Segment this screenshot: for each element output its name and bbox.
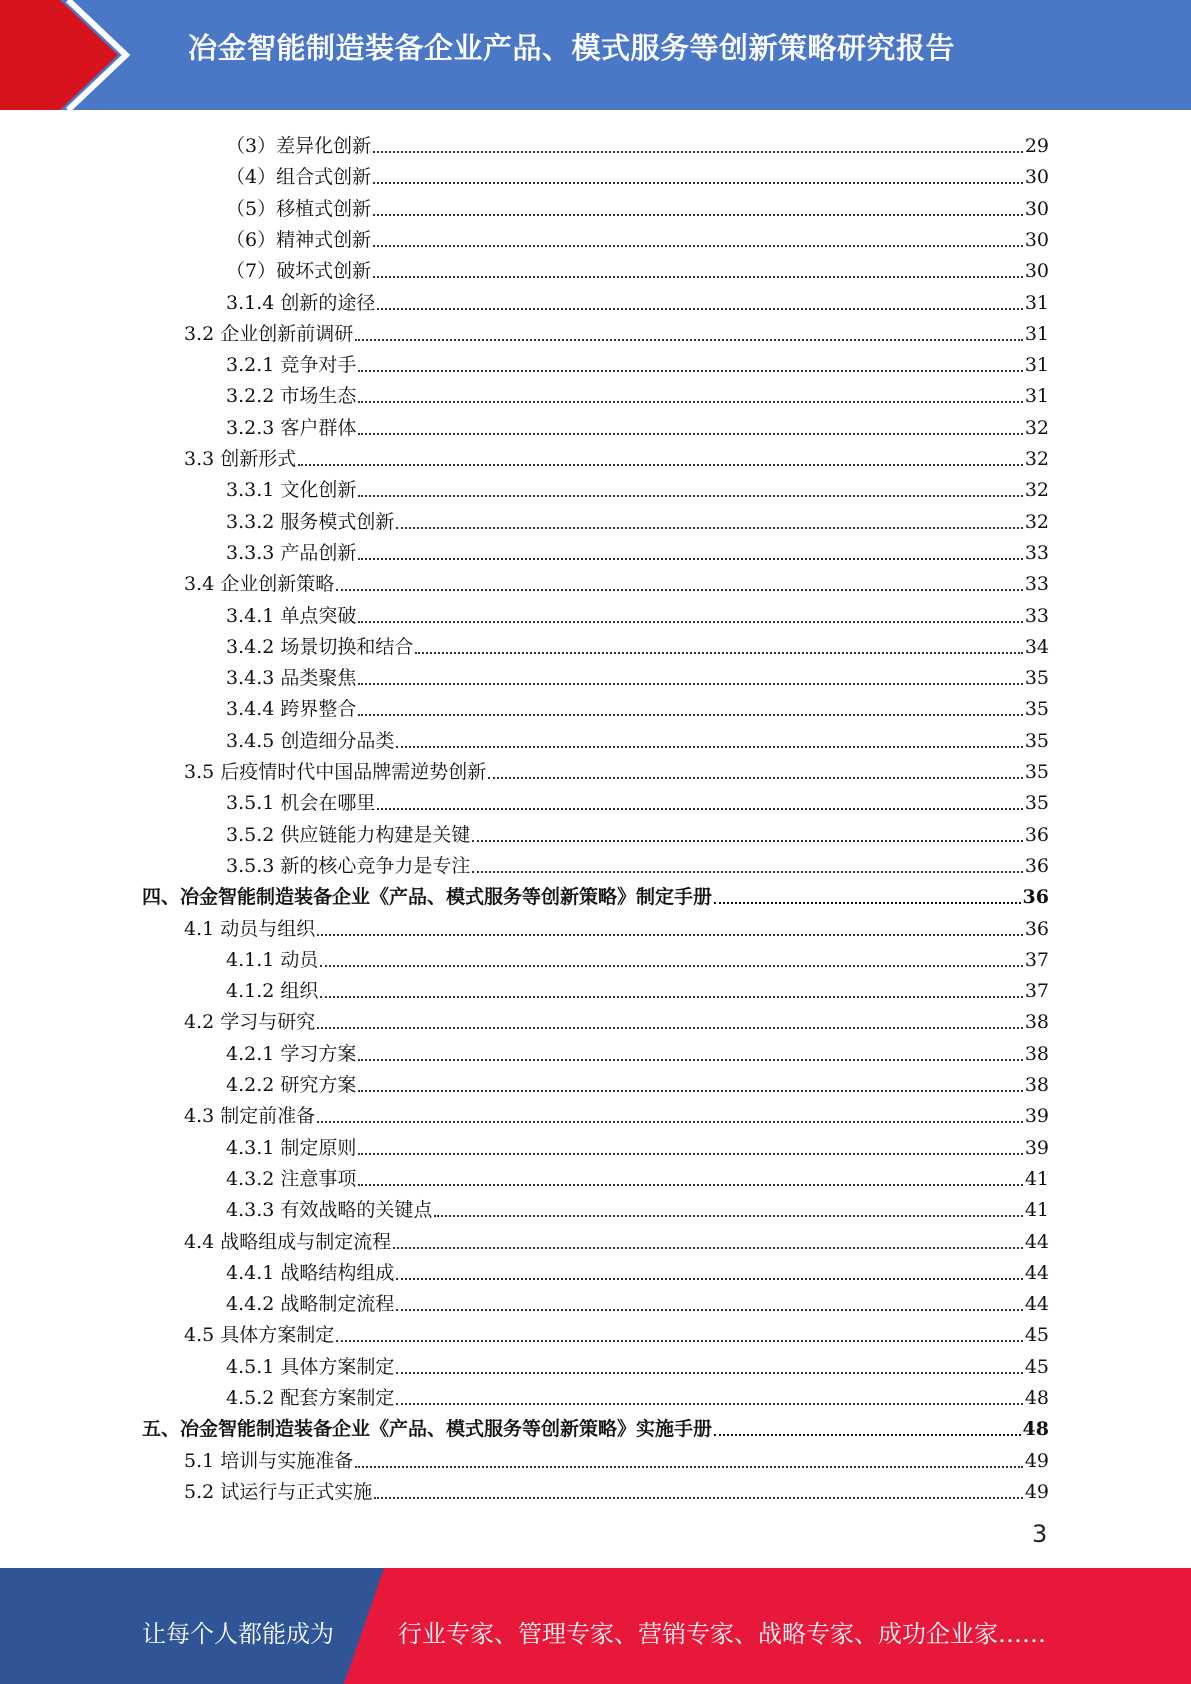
- toc-entry[interactable]: [226, 377, 1049, 408]
- toc-entry-page: 38: [1024, 1011, 1049, 1033]
- toc-entry-title: 4.4.2 战略制定流程: [226, 1293, 395, 1315]
- toc-entry-title: （4）组合式创新: [226, 166, 372, 188]
- toc-entry[interactable]: [226, 409, 1049, 440]
- toc-entry-title: 4.5.2 配套方案制定: [226, 1387, 395, 1409]
- toc-entry[interactable]: [226, 847, 1049, 878]
- toc-entry-title: 3.4.4 跨界整合: [226, 698, 357, 720]
- toc-entry-title: 3.5.3 新的核心竞争力是专注: [226, 855, 471, 877]
- toc-entry-title: 五、冶金智能制造装备企业《产品、模式服务等创新策略》实施手册: [142, 1418, 713, 1440]
- toc-entry-page: 30: [1024, 166, 1049, 188]
- toc-entry[interactable]: [226, 784, 1049, 815]
- toc-entry-title: 3.2.1 竞争对手: [226, 354, 357, 376]
- toc-dot-leader: [358, 620, 1022, 623]
- toc-dot-leader: [373, 181, 1023, 184]
- toc-dot-leader: [358, 1058, 1022, 1061]
- toc-entry-title: 4.2.1 学习方案: [226, 1043, 357, 1065]
- toc-entry[interactable]: [226, 471, 1049, 502]
- toc-entry-title: 4.1.2 组织: [226, 980, 319, 1002]
- footer-slogan-left: 让每个人都能成为: [142, 1620, 334, 1648]
- toc-dot-leader: [434, 1214, 1022, 1217]
- toc-entry-title: 4.5 具体方案制定: [184, 1324, 335, 1346]
- toc-entry-page: 48: [1022, 1418, 1049, 1440]
- toc-entry[interactable]: [184, 440, 1049, 471]
- toc-entry[interactable]: [226, 972, 1049, 1003]
- toc-dot-leader: [358, 400, 1022, 403]
- toc-dot-leader: [358, 494, 1022, 497]
- toc-dot-leader: [317, 933, 1023, 936]
- toc-dot-leader: [317, 1026, 1023, 1029]
- toc-entry-page: 30: [1024, 229, 1049, 251]
- toc-entry-page: 44: [1024, 1293, 1049, 1315]
- toc-entry[interactable]: [226, 597, 1049, 628]
- toc-entry[interactable]: [226, 941, 1049, 972]
- toc-entry[interactable]: [226, 628, 1049, 659]
- toc-entry[interactable]: [184, 753, 1049, 784]
- toc-entry-title: 3.4.2 场景切换和结合: [226, 636, 414, 658]
- toc-entry-page: 35: [1024, 761, 1049, 783]
- toc-entry[interactable]: [226, 1160, 1049, 1191]
- toc-entry[interactable]: [184, 565, 1049, 596]
- toc-entry-title: 3.1.4 创新的途径: [226, 292, 376, 314]
- toc-entry-title: 3.5.2 供应链能力构建是关键: [226, 824, 471, 846]
- toc-entry-page: 45: [1024, 1356, 1049, 1378]
- report-title: 冶金智能制造装备企业产品、模式服务等创新策略研究报告: [188, 31, 956, 65]
- toc-entry-page: 33: [1024, 605, 1049, 627]
- toc-dot-leader: [358, 1089, 1022, 1092]
- toc-dot-leader: [377, 307, 1022, 310]
- toc-dot-leader: [358, 682, 1022, 685]
- toc-entry[interactable]: [226, 1254, 1049, 1285]
- toc-entry-page: 35: [1024, 667, 1049, 689]
- toc-entry-page: 37: [1024, 980, 1049, 1002]
- toc-entry-page: 48: [1024, 1387, 1049, 1409]
- toc-entry-page: 45: [1024, 1324, 1049, 1346]
- toc-entry-page: 35: [1024, 730, 1049, 752]
- toc-entry[interactable]: [226, 503, 1049, 534]
- toc-dot-leader: [358, 1152, 1022, 1155]
- toc-entry-page: 35: [1024, 698, 1049, 720]
- toc-entry-page: 38: [1024, 1043, 1049, 1065]
- toc-dot-leader: [320, 964, 1022, 967]
- toc-entry[interactable]: [226, 659, 1049, 690]
- toc-entry[interactable]: [184, 1223, 1049, 1254]
- toc-entry-page: 39: [1024, 1105, 1049, 1127]
- toc-entry-title: （5）移植式创新: [226, 198, 372, 220]
- toc-entry[interactable]: [226, 1285, 1049, 1316]
- toc-dot-leader: [396, 526, 1022, 529]
- footer-slogan-right: 行业专家、管理专家、营销专家、战略专家、成功企业家……: [398, 1620, 1046, 1648]
- toc-entry-title: 4.5.1 具体方案制定: [226, 1356, 395, 1378]
- toc-entry-page: 30: [1024, 198, 1049, 220]
- toc-entry-title: 3.4.5 创造细分品类: [226, 730, 395, 752]
- toc-entry-page: 32: [1024, 448, 1049, 470]
- toc-entry-title: 3.5 后疫情时代中国品牌需逆势创新: [184, 761, 487, 783]
- toc-entry-title: 四、冶金智能制造装备企业《产品、模式服务等创新策略》制定手册: [142, 886, 713, 908]
- toc-dot-leader: [415, 651, 1022, 654]
- toc-entry-title: 3.3 创新形式: [184, 448, 297, 470]
- toc-dot-leader: [336, 1339, 1023, 1342]
- toc-entry-page: 29: [1024, 135, 1049, 157]
- toc-entry-title: 5.1 培训与实施准备: [184, 1450, 354, 1472]
- toc-entry[interactable]: [226, 252, 1049, 283]
- toc-entry-page: 34: [1024, 636, 1049, 658]
- toc-entry[interactable]: [226, 1348, 1049, 1379]
- toc-dot-leader: [358, 1183, 1022, 1186]
- toc-entry[interactable]: [226, 1379, 1049, 1410]
- toc-entry-title: 4.1 动员与组织: [184, 918, 316, 940]
- toc-entry[interactable]: [142, 1410, 1049, 1441]
- toc-entry-page: 36: [1024, 824, 1049, 846]
- toc-entry-title: 4.3 制定前准备: [184, 1105, 316, 1127]
- toc-entry-title: 4.3.1 制定原则: [226, 1137, 357, 1159]
- toc-dot-leader: [472, 839, 1022, 842]
- toc-entry-title: 5.2 试运行与正式实施: [184, 1481, 373, 1503]
- toc-entry-page: 32: [1024, 417, 1049, 439]
- toc-entry[interactable]: [226, 190, 1049, 221]
- toc-entry-title: 4.3.3 有效战略的关键点: [226, 1199, 433, 1221]
- toc-entry-title: 3.3.3 产品创新: [226, 542, 357, 564]
- toc-entry[interactable]: [226, 1066, 1049, 1097]
- toc-dot-leader: [317, 1120, 1023, 1123]
- toc-entry[interactable]: [142, 878, 1049, 909]
- toc-dot-leader: [358, 557, 1022, 560]
- toc-entry-page: 49: [1024, 1450, 1049, 1472]
- toc-entry[interactable]: [226, 1191, 1049, 1222]
- toc-entry[interactable]: [226, 690, 1049, 721]
- toc-entry-title: 3.2 企业创新前调研: [184, 323, 354, 345]
- toc-entry-title: 3.3.2 服务模式创新: [226, 511, 395, 533]
- toc-entry-page: 37: [1024, 949, 1049, 971]
- toc-entry-title: 3.3.1 文化创新: [226, 479, 357, 501]
- toc-entry-title: （3）差异化创新: [226, 135, 372, 157]
- toc-entry[interactable]: [184, 1003, 1049, 1034]
- toc-entry-title: （6）精神式创新: [226, 229, 372, 251]
- toc-entry-page: 33: [1024, 542, 1049, 564]
- toc-entry-title: 3.2.2 市场生态: [226, 385, 357, 407]
- toc-entry-title: 3.4.1 单点突破: [226, 605, 357, 627]
- toc-dot-leader: [374, 1496, 1023, 1499]
- toc-dot-leader: [358, 432, 1022, 435]
- toc-dot-leader: [396, 1308, 1022, 1311]
- toc-entry-page: 36: [1024, 855, 1049, 877]
- toc-entry[interactable]: [226, 127, 1049, 158]
- toc-dot-leader: [373, 275, 1023, 278]
- toc-entry-page: 49: [1024, 1481, 1049, 1503]
- toc-entry-page: 38: [1024, 1074, 1049, 1096]
- toc-dot-leader: [355, 1465, 1023, 1468]
- toc-entry[interactable]: [226, 158, 1049, 189]
- toc-dot-leader: [377, 807, 1022, 810]
- toc-dot-leader: [320, 995, 1022, 998]
- toc-dot-leader: [298, 463, 1023, 466]
- toc-dot-leader: [488, 776, 1023, 779]
- toc-entry-page: 31: [1024, 292, 1049, 314]
- toc-dot-leader: [396, 745, 1022, 748]
- toc-entry[interactable]: [226, 346, 1049, 377]
- toc-entry-page: 39: [1024, 1137, 1049, 1159]
- toc-dot-leader: [396, 1277, 1022, 1280]
- toc-entry-page: 31: [1024, 385, 1049, 407]
- toc-entry-title: 3.5.1 机会在哪里: [226, 792, 376, 814]
- toc-entry-page: 44: [1024, 1231, 1049, 1253]
- toc-entry-page: 32: [1024, 511, 1049, 533]
- toc-entry[interactable]: [184, 1473, 1049, 1504]
- toc-dot-leader: [336, 588, 1023, 591]
- toc-entry-title: 4.1.1 动员: [226, 949, 319, 971]
- toc-entry[interactable]: [184, 910, 1049, 941]
- toc-entry-title: 4.2.2 研究方案: [226, 1074, 357, 1096]
- toc-dot-leader: [373, 213, 1023, 216]
- page-number: 3: [1032, 1520, 1048, 1548]
- toc-entry-page: 33: [1024, 573, 1049, 595]
- toc-entry-title: 4.2 学习与研究: [184, 1011, 316, 1033]
- toc-entry-page: 35: [1024, 792, 1049, 814]
- toc-entry-title: 3.4 企业创新策略: [184, 573, 335, 595]
- toc-dot-leader: [396, 1402, 1022, 1405]
- toc-entry[interactable]: [184, 1316, 1049, 1347]
- toc-entry-page: 31: [1024, 323, 1049, 345]
- toc-entry-title: 3.2.3 客户群体: [226, 417, 357, 439]
- toc-entry[interactable]: [184, 315, 1049, 346]
- toc-dot-leader: [355, 338, 1023, 341]
- toc-entry[interactable]: [184, 1097, 1049, 1128]
- toc-entry-title: （7）破坏式创新: [226, 260, 372, 282]
- toc-entry-page: 30: [1024, 260, 1049, 282]
- toc-entry[interactable]: [184, 1442, 1049, 1473]
- toc-entry-title: 4.4.1 战略结构组成: [226, 1262, 395, 1284]
- toc-entry-page: 31: [1024, 354, 1049, 376]
- toc-entry-page: 32: [1024, 479, 1049, 501]
- toc-entry[interactable]: [226, 1035, 1049, 1066]
- toc-dot-leader: [714, 901, 1021, 904]
- toc-entry[interactable]: [226, 1129, 1049, 1160]
- toc-entry-page: 44: [1024, 1262, 1049, 1284]
- toc-dot-leader: [396, 1371, 1022, 1374]
- toc-entry-page: 41: [1024, 1199, 1049, 1221]
- toc-entry-page: 41: [1024, 1168, 1049, 1190]
- toc-entry[interactable]: [226, 722, 1049, 753]
- toc-dot-leader: [358, 369, 1022, 372]
- toc-dot-leader: [358, 713, 1022, 716]
- toc-dot-leader: [714, 1433, 1021, 1436]
- toc-entry[interactable]: [226, 284, 1049, 315]
- toc-entry-title: 3.4.3 品类聚焦: [226, 667, 357, 689]
- toc-entry-title: 4.3.2 注意事项: [226, 1168, 357, 1190]
- toc-dot-leader: [393, 1246, 1023, 1249]
- toc-entry[interactable]: [226, 221, 1049, 252]
- toc-entry-page: 36: [1022, 886, 1049, 908]
- toc-dot-leader: [373, 244, 1023, 247]
- toc-entry-page: 36: [1024, 918, 1049, 940]
- page-footer: [0, 1568, 1191, 1684]
- toc-dot-leader: [472, 870, 1022, 873]
- toc-entry[interactable]: [226, 534, 1049, 565]
- toc-entry-title: 4.4 战略组成与制定流程: [184, 1231, 392, 1253]
- toc-entry[interactable]: [226, 816, 1049, 847]
- toc-dot-leader: [373, 150, 1023, 153]
- page-header: [0, 0, 1191, 110]
